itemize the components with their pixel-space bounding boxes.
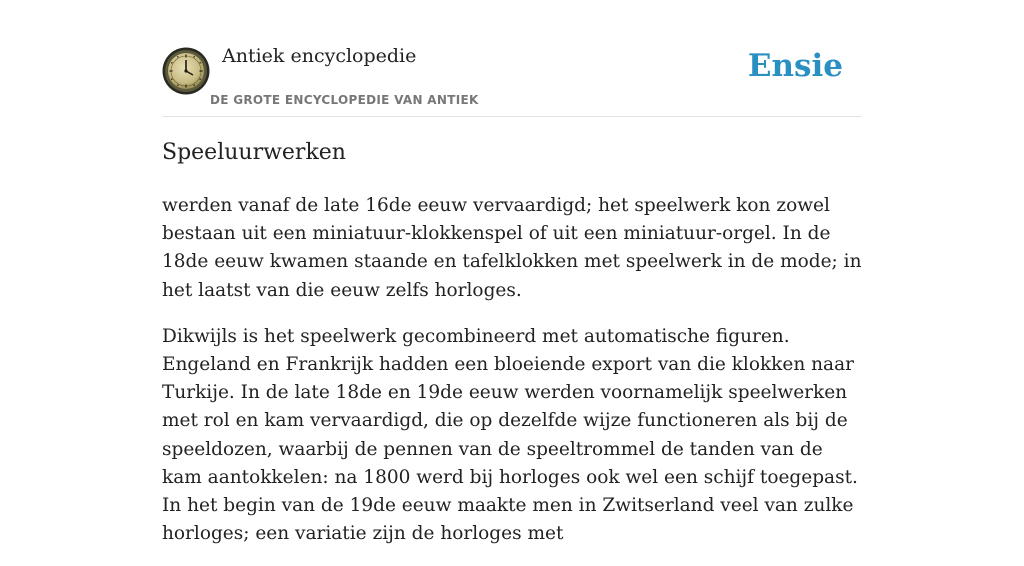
article-body: [162, 192, 862, 566]
article-paragraph: werden vanaf de late 16de eeuw vervaardigd; het speelwerk kon zowel bestaan uit een miniatuur-klokkenspel of uit een miniatuur-orgel. In de 18de eeuw kwamen staande en tafelklokken met speelwerk in de mode; in het laatst van die eeuw zelfs horloges.: [162, 195, 862, 301]
brand-logo[interactable]: Ensie: [747, 48, 843, 84]
site-header: [162, 0, 862, 117]
site-title[interactable]: Antiek encyclopedie: [222, 45, 417, 67]
page: [162, 0, 862, 545]
article-paragraph: Dikwijls is het speelwerk gecombineerd met automatische figuren. Engeland en Frankrijk hadden een bloeiende export van die klokken naar Turkije. In de late 18de en 19de eeuw werden voornamelijk speelwerken met rol en kam vervaardigd, die op dezelfde wijze functioneren als bij de speeldozen, waarbij de pennen van de speeltrommel de tanden van de kam aantokkelen: na 1800 werd bij horloges ook wel een schijf toegepast. In het begin van de 19de eeuw maakte men in Zwitserland veel van zulke horloges; een variatie zijn de horloges met: [162, 325, 858, 545]
antique-clock-icon[interactable]: [162, 47, 210, 95]
site-subtitle: DE GROTE ENCYCLOPEDIE VAN ANTIEK: [210, 93, 479, 107]
article-title: Speeluurwerken: [162, 140, 346, 165]
